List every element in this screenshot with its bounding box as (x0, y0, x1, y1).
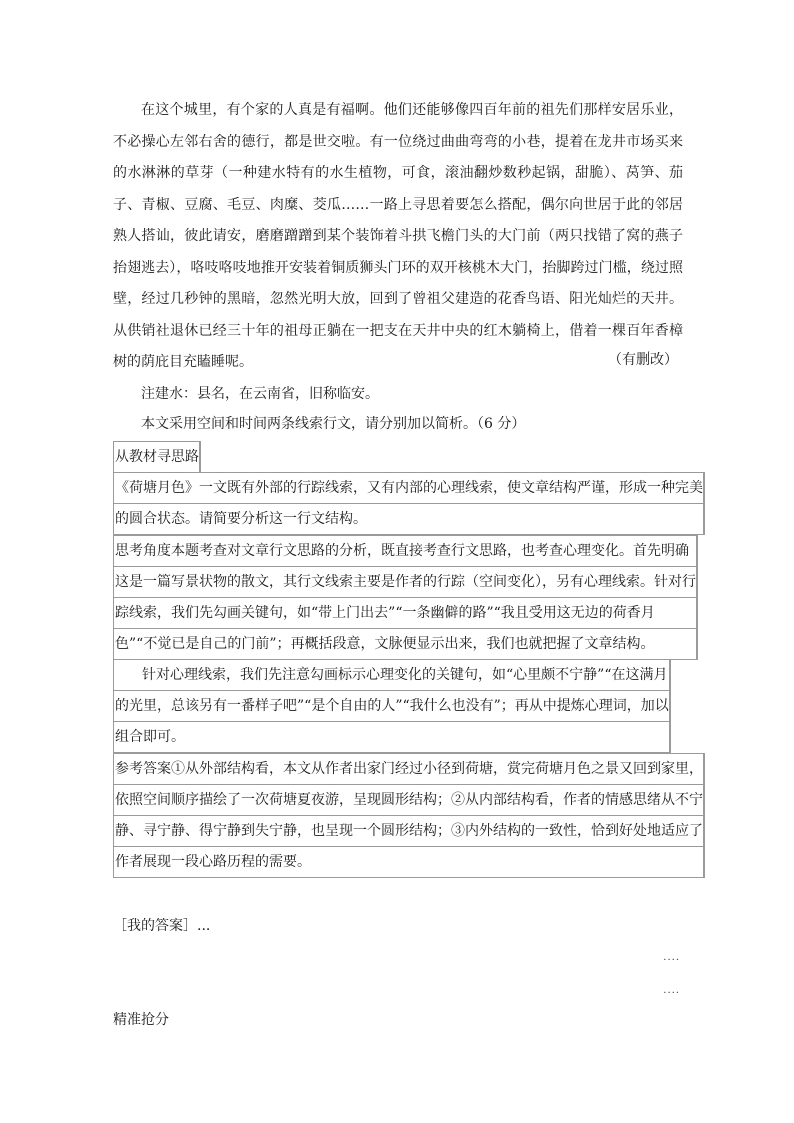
passage-line: 此请安，磨磨蹭蹭到某个装饰着斗拱飞檐门头的大门前（两只找错了窝的燕子抬翅逃去），咯吱 (113, 228, 684, 276)
answer-line: 静、寻宁静、得宁静到失宁静，也呈现一个圆形结构；③内外结构的一致性，恰到好处地适应了 (113, 815, 704, 846)
textbook-line: 《荷塘月色》一文既有外部的行踪线索，又有内部的心理线索，使文章结构严谨，形成一种完美 (113, 472, 704, 503)
thinking-line: 踪线索，我们先勾画关键句，如“带上门出去”“一条幽僻的路”“我且受用这无边的荷香月 (113, 597, 697, 628)
textbook-question-box (113, 472, 705, 535)
answer-line: 依照空间顺序描绘了一次荷塘夏夜游，呈现圆形结构；②从内部结构看，作者的情感思绪从不宁 (113, 784, 704, 815)
psych-line: 组合即可。 (113, 721, 670, 752)
thinking-line: 色”“不觉已是自己的门前”；再概括段意，文脉便显示出来，我们也就把握了文章结构。 (113, 628, 697, 659)
psych-line: 的光里，总该另有一番样子吧”“是个自由的人”“我什么也没有”；再从中提炼心理词，加以 (113, 690, 670, 721)
psych-clue-box (113, 659, 671, 753)
answer-line: 作者展现一段心路历程的需要。 (113, 846, 704, 877)
thinking-box (113, 535, 698, 660)
thinking-line: 思考角度本题考查对文章行文思路的分析，既直接考查行文思路，也考查心理变化。首先明确 (113, 535, 697, 566)
section-title: 从教材寻思路 (113, 441, 200, 472)
precision-label: 精准抢分 (113, 1012, 169, 1028)
passage-line: 黑暗，忽然光明大放，回到了曾祖父建造的花香鸟语、阳光灿烂的天井。从供销社退休已经三 (113, 291, 684, 339)
question-text: 本文采用空间和时间两条线索行文，请分别加以简析。（6 分） (141, 416, 526, 432)
thinking-line: 这是一篇写景状物的散文，其行文线索主要是作者的行踪（空间变化），另有心理线索。针对行 (113, 566, 697, 597)
psych-line: 针对心理线索，我们先注意勾画标示心理变化的关键句，如“心里颇不宁静”“在这满月 (113, 659, 670, 690)
reading-passage (113, 95, 683, 379)
passage-line: 咯吱地推开安装着铜质狮头门环的双开核桃木大门，抬脚跨过门槛，绕过照壁，经过几秒钟的 (113, 259, 684, 307)
passage-line: 淋淋的草芽（一种建水特有的水生植物，可食，滚油翻炒数秒起锅，甜脆）、莴笋、茄子、青椒、 (113, 165, 684, 213)
answer-blank-dots: .... (663, 952, 680, 963)
passage-line: 必操心左邻右舍的德行，都是世交啦。有一位绕过曲曲弯弯的小巷，提着在龙井市场买来的水 (113, 133, 684, 181)
annotation-note: 注建水：县名，在云南省，旧称临安。 (141, 386, 379, 402)
answer-blank-dots: .... (663, 985, 680, 996)
answer-line: 参考答案①从外部结构看，本文从作者出家门经过小径到荷塘，赏完荷塘月色之景又回到家里， (113, 753, 704, 784)
source-note: （有删改） (608, 352, 678, 368)
passage-line: 在这个城里，有个家的人真是有福啊。他们还能够像四百年前的祖先们那样安居乐业，不 (113, 102, 683, 150)
my-answer-label: ［我的答案］... (113, 918, 211, 934)
reference-answer-box (113, 753, 705, 878)
passage-paragraph (113, 95, 683, 379)
textbook-line: 的圆合状态。请简要分析这一行文结构。 (113, 503, 704, 534)
passage-line: 豆腐、毛豆、肉糜、茭瓜……一路上寻思着要怎么搭配，偶尔向世居于此的邻居熟人搭讪，彼 (113, 196, 684, 244)
passage-line: 十年的祖母正躺在一把支在天井中央的红木躺椅上，借着一棵百年香樟树的荫庇目充瞌睡呢。 (113, 322, 684, 370)
textbook-title-box (113, 441, 201, 473)
